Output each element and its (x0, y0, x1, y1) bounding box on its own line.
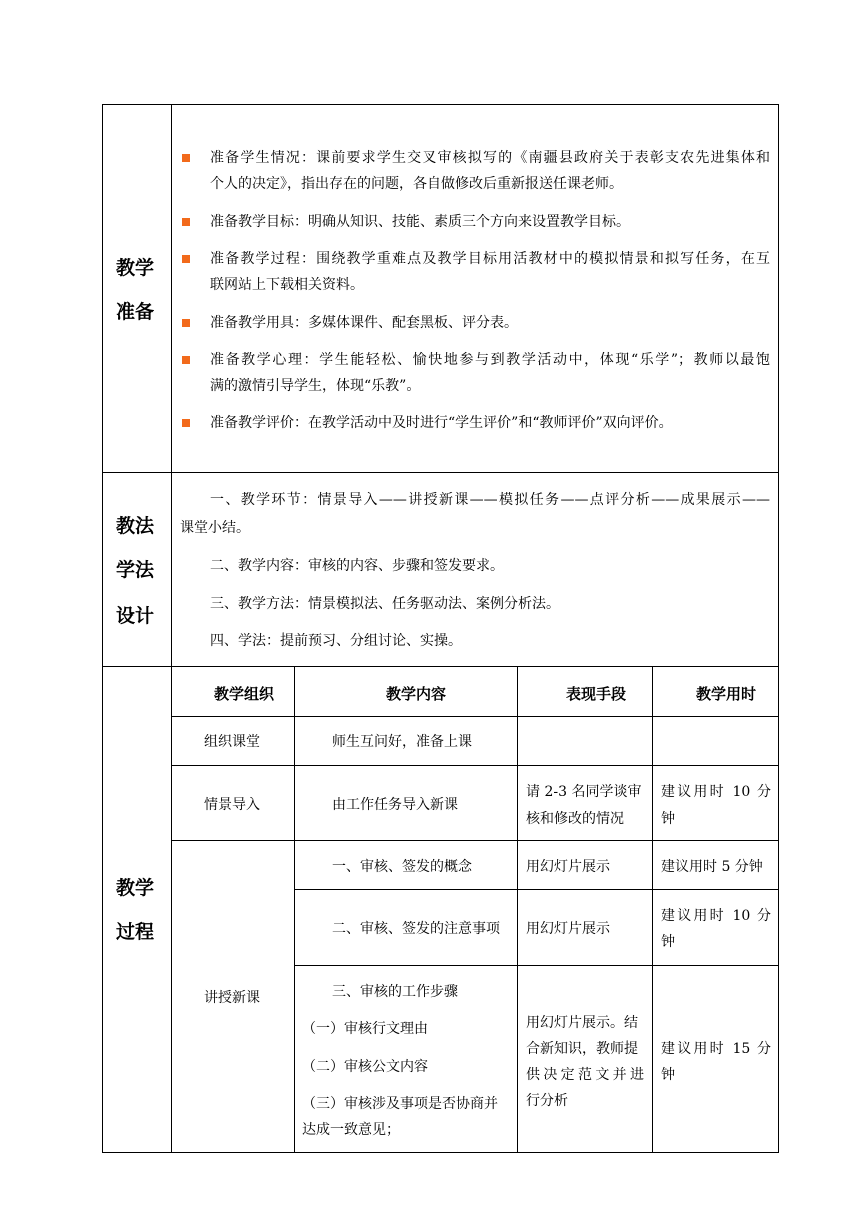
prep-label-line2: 准备 (116, 301, 155, 323)
lecture-sub1-time: 建议用时 5 分钟 (661, 859, 763, 875)
prep-item-5-line2: 满的激情引导学生，体现“乐教”。 (210, 378, 421, 394)
bullet-square-icon (182, 419, 190, 427)
process-col-divider-2 (517, 666, 518, 1153)
lecture-sub3-step3-line2: 达成一致意见； (302, 1122, 400, 1138)
row-1-content: 师生互问好，准备上课 (332, 734, 472, 750)
header-time: 教学用时 (696, 685, 757, 703)
lecture-sub3-means-line3: 供决定范文并进 (526, 1067, 644, 1083)
bullet-square-icon (182, 218, 190, 226)
process-row-divider-4 (294, 965, 779, 966)
header-org: 教学组织 (214, 685, 275, 703)
bullet-square-icon (182, 356, 190, 364)
prep-label-line1: 教学 (116, 257, 155, 279)
row-2-content: 由工作任务导入新课 (332, 797, 458, 813)
row-1-org: 组织课堂 (204, 734, 260, 750)
method-paragraph-1-line1: 一、教学环节：情景导入——讲授新课——模拟任务——点评分析——成果展示—— (210, 492, 770, 508)
process-row-divider-1 (171, 765, 779, 766)
method-paragraph-3: 三、教学方法：情景模拟法、任务驱动法、案例分析法。 (210, 596, 560, 612)
method-paragraph-4: 四、学法：提前预习、分组讨论、实操。 (210, 633, 462, 649)
header-means: 表现手段 (566, 685, 627, 703)
bullet-square-icon (182, 255, 190, 263)
lecture-sub2-content: 二、审核、签发的注意事项 (332, 921, 500, 937)
method-label-line2: 学法 (116, 559, 155, 581)
lecture-sub3-means-line1: 用幻灯片展示。结 (526, 1015, 638, 1031)
process-label-line2: 过程 (116, 921, 155, 943)
process-col-divider-1 (294, 666, 295, 1153)
process-row-divider-2 (171, 840, 779, 841)
prep-item-5-line1: 准备教学心理：学生能轻松、愉快地参与到教学活动中，体现“乐学”；教师以最饱 (210, 352, 770, 368)
lecture-sub3-means-line4: 行分析 (526, 1093, 568, 1109)
lecture-sub3-title: 三、审核的工作步骤 (332, 984, 458, 1000)
process-col-divider-3 (652, 666, 653, 1153)
prep-item-3-line1: 准备教学过程：围绕教学重难点及教学目标用活教材中的模拟情景和拟写任务，在互 (210, 251, 770, 267)
prep-item-2-line1: 准备教学目标：明确从知识、技能、素质三个方向来设置教学目标。 (210, 214, 630, 230)
row-2-means-line2: 核和修改的情况 (526, 811, 624, 827)
lecture-sub1-means: 用幻灯片展示 (526, 859, 610, 875)
process-row-divider-header (171, 716, 779, 717)
lecture-sub1-content: 一、审核、签发的概念 (332, 859, 472, 875)
prep-item-4-line1: 准备教学用具：多媒体课件、配套黑板、评分表。 (210, 315, 518, 331)
prep-item-1-line1: 准备学生情况：课前要求学生交叉审核拟写的《南疆县政府关于表彰支农先进集体和 (210, 150, 770, 166)
process-row-divider-3 (294, 889, 779, 890)
lecture-sub3-step2: （二）审核公文内容 (302, 1059, 428, 1075)
lecture-sub3-step1: （一）审核行文理由 (302, 1021, 428, 1037)
lecture-sub3-means-line2: 合新知识，教师提 (526, 1041, 638, 1057)
lecture-sub2-means: 用幻灯片展示 (526, 921, 610, 937)
row-2-means-line1: 请 2-3 名同学谈审 (526, 784, 642, 800)
method-paragraph-2: 二、教学内容：审核的内容、步骤和签发要求。 (210, 558, 504, 574)
label-column-divider (171, 104, 172, 1153)
method-label-line1: 教法 (116, 515, 155, 537)
prep-item-1-line2: 个人的决定》，指出存在的问题，各自做修改后重新报送任课老师。 (210, 176, 623, 192)
row-2-time-line1: 建议用时 10 分 (661, 784, 771, 800)
bullet-square-icon (182, 154, 190, 162)
method-label-line3: 设计 (116, 605, 155, 627)
lecture-sub2-time-line2: 钟 (661, 934, 675, 950)
prep-item-6-line1: 准备教学评价：在教学活动中及时进行“学生评价”和“教师评价”双向评价。 (210, 415, 673, 431)
lecture-sub2-time-line1: 建议用时 10 分 (661, 908, 771, 924)
header-content: 教学内容 (386, 685, 447, 703)
section-divider-method (102, 666, 779, 667)
prep-item-3-line2: 联网站上下载相关资料。 (210, 277, 364, 293)
row-2-time-line2: 钟 (661, 811, 675, 827)
lecture-sub3-step3-line1: （三）审核涉及事项是否协商并 (302, 1096, 498, 1112)
bullet-square-icon (182, 319, 190, 327)
process-label-line1: 教学 (116, 877, 155, 899)
lecture-sub3-time-line2: 钟 (661, 1067, 675, 1083)
method-paragraph-1-line2: 课堂小结。 (180, 520, 250, 536)
lecture-sub3-time-line1: 建议用时 15 分 (661, 1041, 771, 1057)
section-divider-prep (102, 472, 779, 473)
lecture-org: 讲授新课 (204, 990, 260, 1006)
row-2-org: 情景导入 (204, 797, 260, 813)
